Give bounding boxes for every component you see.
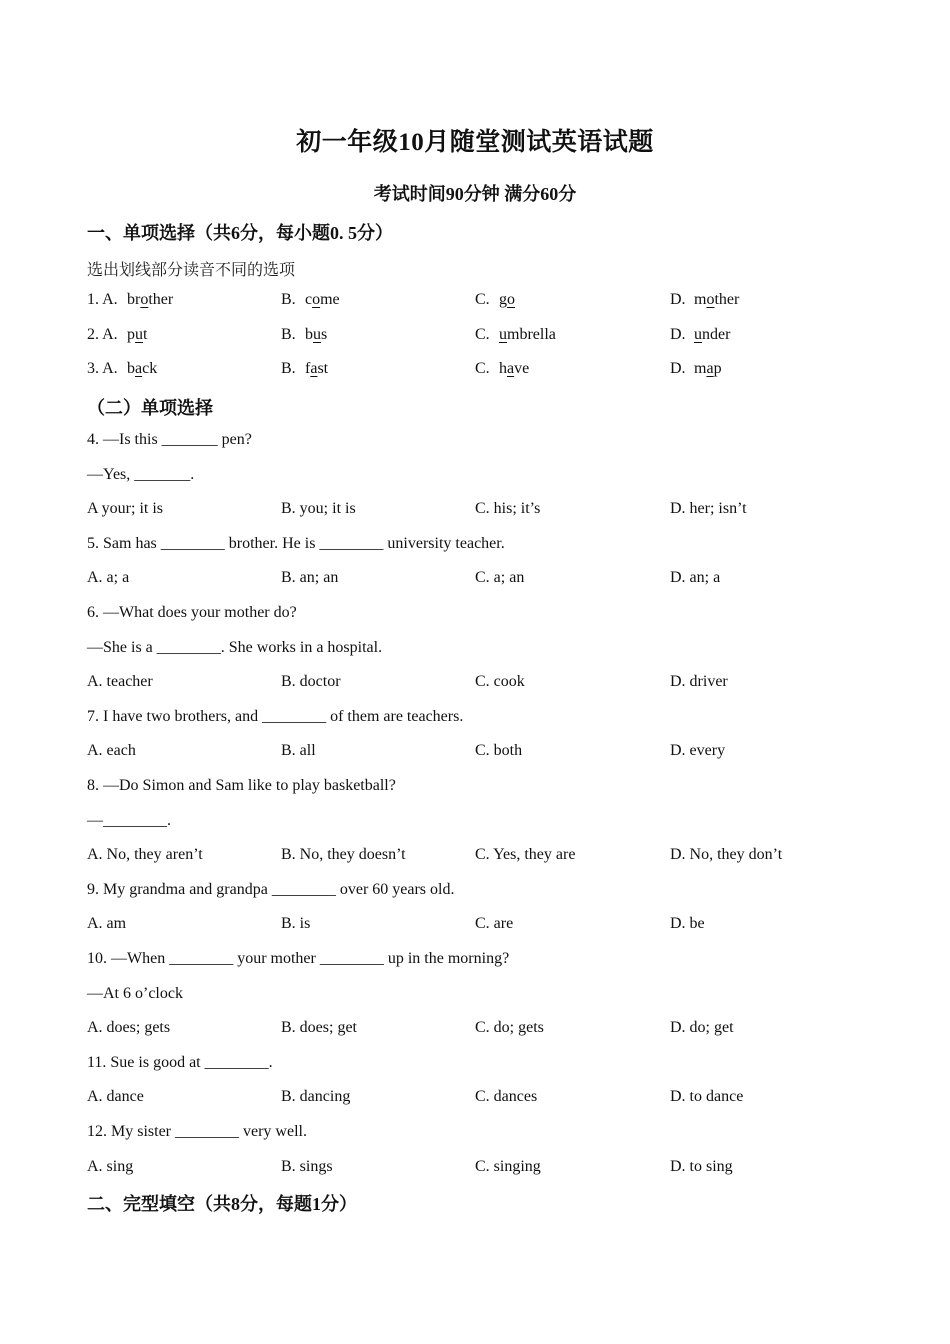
answer-option-b: B. all <box>281 742 316 759</box>
word-part: st <box>317 360 329 377</box>
answer-option-c: C. Yes, they are <box>475 846 576 863</box>
exam-info: 考试时间90分钟 满分60分 <box>373 184 577 204</box>
question-stem: 12. My sister ________ very well. <box>87 1123 307 1140</box>
answer-option-c: C. do; gets <box>475 1019 544 1036</box>
section-heading-1: 一、单项选择（共6分，每小题0. 5分） <box>87 223 393 243</box>
answer-option-d: D. driver <box>670 673 728 690</box>
answer-option-b: B. you; it is <box>281 500 356 517</box>
word-part: nder <box>702 326 731 343</box>
word-part: m <box>694 291 707 308</box>
word-part: m <box>694 360 707 377</box>
underlined-letters: o <box>312 291 321 308</box>
answer-option-b: B. an; an <box>281 569 339 586</box>
answer-option-a: A. teacher <box>87 673 153 690</box>
answer-option-b: B. doctor <box>281 673 341 690</box>
answer-option-a: A. No, they aren’t <box>87 846 203 863</box>
answer-option-d: D. do; get <box>670 1019 734 1036</box>
word-part: g <box>499 291 507 308</box>
underlined-letters: a <box>310 360 318 377</box>
word-part: b <box>305 326 313 343</box>
underlined-letters: u <box>135 326 143 343</box>
word-part: h <box>499 360 507 377</box>
answer-option-a: A. am <box>87 915 127 932</box>
word-part: ve <box>514 360 530 377</box>
option-letter: D. <box>670 326 686 343</box>
option-letter: D. <box>670 360 686 377</box>
answer-option-a: A. each <box>87 742 136 759</box>
question-response: —She is a ________. She works in a hospital. <box>87 639 383 656</box>
option-word <box>499 291 515 309</box>
answer-option-d: D. to dance <box>670 1088 744 1105</box>
question-stem: 8. —Do Simon and Sam like to play basketball? <box>87 777 396 794</box>
word-part: br <box>127 291 141 308</box>
underlined-letters: o <box>706 291 715 308</box>
answer-option-c: C. both <box>475 742 523 759</box>
option-letter: B. <box>281 326 296 343</box>
answer-option-c: C. singing <box>475 1158 541 1175</box>
answer-option-b: B. dancing <box>281 1088 351 1105</box>
option-word <box>305 360 328 378</box>
question-stem: 7. I have two brothers, and ________ of them are teachers. <box>87 708 464 725</box>
question-response: —Yes, _______. <box>87 466 195 483</box>
option-letter: B. <box>281 360 296 377</box>
answer-option-b: B. sings <box>281 1158 333 1175</box>
word-part: ther <box>148 291 174 308</box>
answer-option-b: B. does; get <box>281 1019 357 1036</box>
answer-option-a: A. dance <box>87 1088 144 1105</box>
question-number: 1. A. <box>87 291 118 308</box>
option-word <box>499 326 556 344</box>
option-word <box>305 326 327 344</box>
option-word <box>127 291 173 309</box>
answer-option-d: D. every <box>670 742 726 759</box>
option-word <box>127 326 147 344</box>
underlined-letters: u <box>313 326 321 343</box>
answer-option-a: A. sing <box>87 1158 134 1175</box>
option-word <box>127 360 157 378</box>
question-number: 3. A. <box>87 360 118 377</box>
answer-option-a: A. a; a <box>87 569 130 586</box>
section-heading-2: （二）单项选择 <box>87 398 213 418</box>
underlined-letters: a <box>706 360 714 377</box>
word-part: ck <box>142 360 158 377</box>
answer-option-d: D. No, they don’t <box>670 846 783 863</box>
question-number: 2. A. <box>87 326 118 343</box>
question-response: —At 6 o’clock <box>87 985 183 1002</box>
question-stem: 11. Sue is good at ________. <box>87 1054 273 1071</box>
answer-option-d: D. an; a <box>670 569 721 586</box>
option-letter: C. <box>475 360 490 377</box>
underlined-letters: a <box>507 360 515 377</box>
underlined-letters: u <box>694 326 702 343</box>
answer-option-c: C. a; an <box>475 569 525 586</box>
answer-option-b: B. is <box>281 915 311 932</box>
question-stem: 4. —Is this _______ pen? <box>87 431 252 448</box>
word-part: t <box>143 326 148 343</box>
answer-option-c: C. are <box>475 915 514 932</box>
underlined-letters: o <box>507 291 515 308</box>
option-word <box>305 291 340 309</box>
option-letter: C. <box>475 291 490 308</box>
section-instruction: 选出划线部分读音不同的选项 <box>87 262 296 279</box>
page-title: 初一年级10月随堂测试英语试题 <box>296 129 654 156</box>
answer-option-a: A. does; gets <box>87 1019 171 1036</box>
word-part: me <box>320 291 340 308</box>
word-part: b <box>127 360 135 377</box>
option-word <box>694 360 722 378</box>
option-letter: D. <box>670 291 686 308</box>
answer-option-c: C. dances <box>475 1088 538 1105</box>
question-stem: 5. Sam has ________ brother. He is ________ university teacher. <box>87 535 505 552</box>
answer-option-d: D. to sing <box>670 1158 733 1175</box>
option-letter: B. <box>281 291 296 308</box>
word-part: f <box>305 360 311 377</box>
word-part: mbrella <box>507 326 556 343</box>
underlined-letters: o <box>140 291 149 308</box>
option-word <box>694 326 730 344</box>
answer-option-d: D. be <box>670 915 705 932</box>
option-letter: C. <box>475 326 490 343</box>
answer-option-b: B. No, they doesn’t <box>281 846 406 863</box>
question-stem: 10. —When ________ your mother ________ up in the morning? <box>87 950 510 967</box>
question-stem: 9. My grandma and grandpa ________ over 60 years old. <box>87 881 455 898</box>
question-stem: 6. —What does your mother do? <box>87 604 297 621</box>
answer-option-d: D. her; isn’t <box>670 500 747 517</box>
option-word <box>694 291 739 309</box>
answer-option-c: C. his; it’s <box>475 500 541 517</box>
word-part: p <box>713 360 722 377</box>
option-word <box>499 360 529 378</box>
word-part: s <box>321 326 328 343</box>
word-part: p <box>127 326 135 343</box>
word-part: ther <box>714 291 740 308</box>
answer-option-c: C. cook <box>475 673 525 690</box>
underlined-letters: u <box>499 326 507 343</box>
underlined-letters: a <box>135 360 143 377</box>
word-part: c <box>305 291 313 308</box>
section-heading-3: 二、完型填空（共8分，每题1分） <box>87 1194 357 1214</box>
question-response: —________. <box>87 812 171 829</box>
answer-option-a: A your; it is <box>87 500 164 517</box>
